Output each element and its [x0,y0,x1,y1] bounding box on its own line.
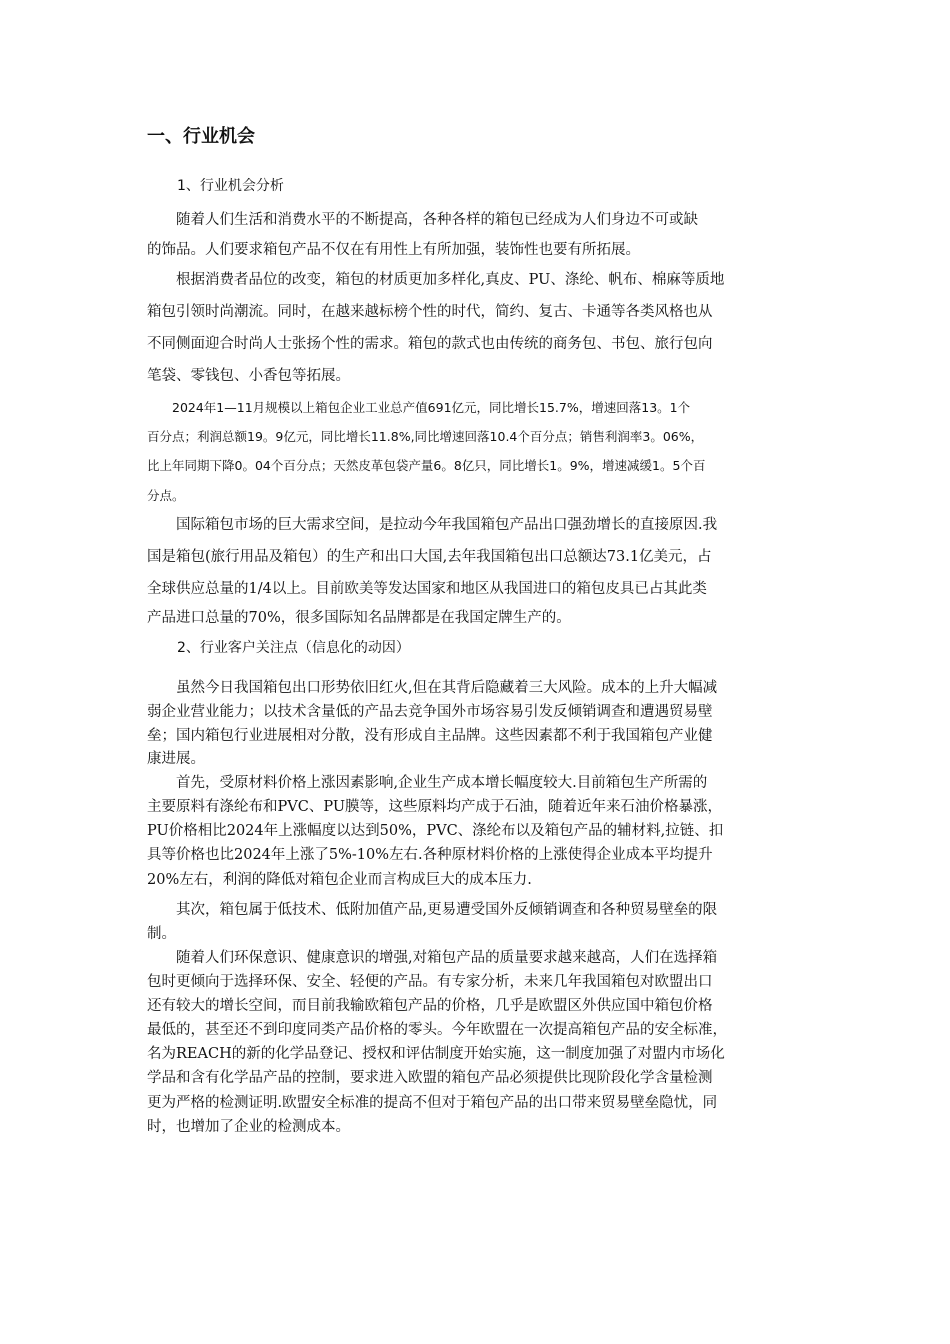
paragraph-line: 制。 [147,926,176,942]
paragraph-line: 首先，受原材料价格上涨因素影响,企业生产成本增长幅度较大.目前箱包生产所需的 [147,775,708,791]
paragraph-line: 最低的，甚至还不到印度同类产品价格的零头。今年欧盟在一次提高箱包产品的安全标准， [147,1022,727,1038]
paragraph-line: 箱包引领时尚潮流。同时，在越来越标榜个性的时代，简约、复古、卡通等各类风格也从 [147,304,713,320]
section-heading: 一、行业机会 [147,126,255,147]
paragraph-line: PU价格相比2024年上涨幅度以达到50%，PVC、涤纶布以及箱包产品的辅材料,拉链、扣 [147,823,724,839]
paragraph-line: 20%左右，利润的降低对箱包企业而言构成巨大的成本压力. [147,872,532,888]
paragraph-line: 全球供应总量的1/4以上。目前欧美等发达国家和地区从我国进口的箱包皮具已占其此类 [147,581,707,597]
statistics-line: 百分点；利润总额19。9亿元，同比增长11.8%,同比增速回落10.4个百分点；销售利润率3。06%， [147,429,704,444]
paragraph-line: 随着人们环保意识、健康意识的增强,对箱包产品的质量要求越来越高，人们在选择箱 [147,950,718,966]
paragraph-line: 国际箱包市场的巨大需求空间，是拉动今年我国箱包产品出口强劲增长的直接原因.我 [147,517,718,533]
paragraph-line: 具等价格也比2024年上涨了5%-10%左右.各种原材料价格的上涨使得企业成本平均提升 [147,847,713,863]
paragraph-line: 根据消费者品位的改变，箱包的材质更加多样化,真皮、PU、涤纶、帆布、棉麻等质地 [147,272,725,288]
paragraph-line: 学品和含有化学品产品的控制，要求进入欧盟的箱包产品必须提供比现阶段化学含量检测 [147,1070,713,1086]
paragraph-line: 时，也增加了企业的检测成本。 [147,1119,350,1135]
paragraph-line: 康进展。 [147,751,205,767]
paragraph-line: 弱企业营业能力；以技术含量低的产品去竞争国外市场容易引发反倾销调查和遭遇贸易壁 [147,704,713,720]
paragraph-line: 笔袋、零钱包、小香包等拓展。 [147,368,350,384]
paragraph-line: 国是箱包(旅行用品及箱包）的生产和出口大国,去年我国箱包出口总额达73.1亿美元，占 [147,549,712,565]
paragraph-line: 名为REACH的新的化学品登记、授权和评估制度开始实施，这一制度加强了对盟内市场化 [147,1046,725,1062]
statistics-line: 分点。 [147,488,185,503]
subsection-title-1: 1、行业机会分析 [177,178,284,194]
paragraph-line: 更为严格的检测证明.欧盟安全标准的提高不但对于箱包产品的出口带来贸易壁垒隐忧，同 [147,1095,718,1111]
statistics-line: 比上年同期下降0。04个百分点；天然皮革包袋产量6。8亿只，同比增长1。9%，增速减缓1。5个百 [147,458,706,473]
paragraph-line: 虽然今日我国箱包出口形势依旧红火,但在其背后隐藏着三大风险。成本的上升大幅减 [147,680,718,696]
statistics-line: 2024年1—11月规模以上箱包企业工业总产值691亿元，同比增长15.7%，增速回落13。1个 [147,400,691,415]
subsection-title-2: 2、行业客户关注点（信息化的动因） [177,640,410,656]
paragraph-line: 包时更倾向于选择环保、安全、轻便的产品。有专家分析，未来几年我国箱包对欧盟出口 [147,974,713,990]
paragraph-line: 垒；国内箱包行业进展相对分散，没有形成自主品牌。这些因素都不利于我国箱包产业健 [147,728,713,744]
paragraph-line: 随着人们生活和消费水平的不断提高，各种各样的箱包已经成为人们身边不可或缺 [147,212,698,228]
paragraph-line: 的饰品。人们要求箱包产品不仅在有用性上有所加强，装饰性也要有所拓展。 [147,242,640,258]
paragraph-line: 还有较大的增长空间，而目前我输欧箱包产品的价格，几乎是欧盟区外供应国中箱包价格 [147,998,713,1014]
paragraph-line: 不同侧面迎合时尚人士张扬个性的需求。箱包的款式也由传统的商务包、书包、旅行包向 [147,336,713,352]
paragraph-line: 产品进口总量的70%，很多国际知名品牌都是在我国定牌生产的。 [147,610,571,626]
paragraph-line: 其次，箱包属于低技术、低附加值产品,更易遭受国外反倾销调查和各种贸易壁垒的限 [147,902,718,918]
paragraph-line: 主要原料有涤纶布和PVC、PU膜等，这些原料均产成于石油，随着近年来石油价格暴涨， [147,799,723,815]
